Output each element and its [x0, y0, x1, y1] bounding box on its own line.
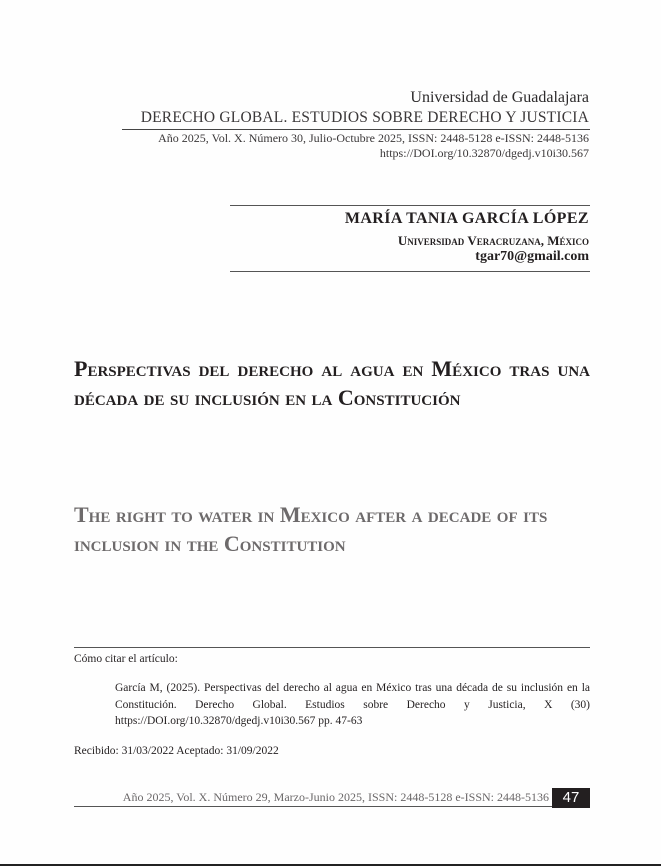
author-bottom-divider	[230, 271, 590, 272]
header-divider	[122, 129, 590, 130]
page-number: 47	[552, 788, 590, 808]
journal-title: DERECHO GLOBAL. ESTUDIOS SOBRE DERECHO Y JUSTICIA	[140, 109, 589, 126]
author-name: MARÍA TANIA GARCÍA LÓPEZ	[344, 210, 589, 227]
citation-divider	[74, 647, 590, 648]
author-top-divider	[230, 205, 590, 206]
footer-divider	[74, 806, 552, 807]
article-title-english: The right to water in Mexico after a decade of its inclusion in the Constitution	[74, 502, 548, 556]
author-institution: Universidad Veracruzana, México	[397, 233, 589, 248]
article-title-spanish: Perspectivas del derecho al agua en México tras una década de su inclusión en la Constitución	[74, 356, 590, 410]
author-email[interactable]: tgar70@gmail.com	[475, 249, 589, 264]
doi-link[interactable]: https://DOI.org/10.32870/dgedj.v10i30.567	[379, 146, 589, 160]
citation-text: García M, (2025). Perspectivas del derecho al agua en México tras una década de su inclusión en la Constitución. Derecho Global. Estudios sobre Derecho y Justicia, X (30) https://DOI.org/10.32870/dgedj.v10i30.567 pp. 47-63	[115, 682, 590, 727]
footer-issue-info: Año 2025, Vol. X. Número 29, Marzo-Junio 2025, ISSN: 2448-5128 e-ISSN: 2448-5136	[122, 790, 549, 804]
received-accepted-dates: Recibido: 31/03/2022 Aceptado: 31/09/2022	[74, 745, 279, 757]
citation-label: Cómo citar el artículo:	[74, 653, 178, 665]
issue-info: Año 2025, Vol. X. Número 30, Julio-Octubre 2025, ISSN: 2448-5128 e-ISSN: 2448-5136	[158, 131, 589, 145]
university-name: Universidad de Guadalajara	[410, 89, 589, 106]
